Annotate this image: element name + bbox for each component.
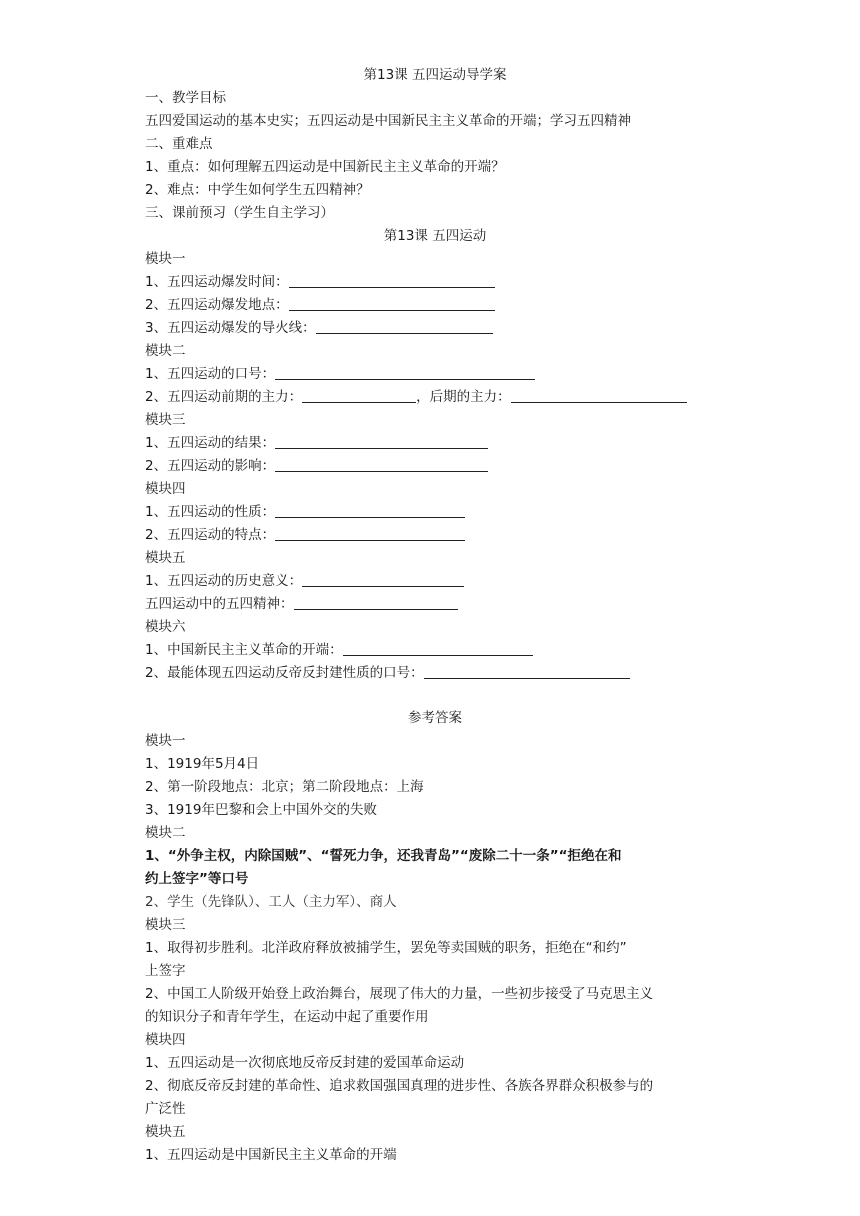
question-label: 2、五四运动前期的主力：	[145, 389, 303, 405]
answer-blank[interactable]	[275, 457, 488, 472]
module-4-heading: 模块四	[145, 481, 186, 497]
answer-module-4-heading: 模块四	[145, 1032, 186, 1048]
sub-title: 第13课 五四运动	[383, 228, 487, 244]
question-label: 2、五四运动爆发地点：	[145, 297, 289, 313]
answer-blank[interactable]	[316, 319, 493, 334]
document-page	[145, 64, 725, 1167]
answer-module-2-heading: 模块二	[145, 825, 186, 841]
answer-line: 1、五四运动是一次彻底地反帝反封建的爱国革命运动	[145, 1055, 465, 1071]
question-row	[145, 317, 725, 340]
page-title: 第13课 五四运动导学案	[363, 67, 507, 83]
question-row	[145, 432, 725, 455]
question-label: 2、最能体现五四运动反帝反封建性质的口号：	[145, 665, 424, 681]
question-row	[145, 363, 725, 386]
answer-blank[interactable]	[424, 664, 630, 679]
module-5-heading: 模块五	[145, 550, 186, 566]
question-label: ，后期的主力：	[416, 389, 511, 405]
keypoint-2: 2、难点：中学生如何学生五四精神？	[145, 182, 370, 198]
answer-blank[interactable]	[275, 526, 465, 541]
answer-line: 上签字	[145, 963, 186, 979]
answer-blank[interactable]	[511, 388, 687, 403]
question-row	[145, 455, 725, 478]
answer-line: 1、“外争主权，内除国贼”、“誓死力争，还我青岛”“废除二十一条”“拒绝在和	[145, 848, 622, 864]
answer-blank[interactable]	[289, 296, 495, 311]
goals-text: 五四爱国运动的基本史实；五四运动是中国新民主主义革命的开端；学习五四精神	[145, 113, 631, 129]
question-label: 1、五四运动的口号：	[145, 366, 276, 382]
question-label: 1、五四运动的性质：	[145, 504, 276, 520]
answer-line: 2、第一阶段地点：北京；第二阶段地点：上海	[145, 779, 424, 795]
module-2-heading: 模块二	[145, 343, 186, 359]
answer-module-1-heading: 模块一	[145, 733, 186, 749]
answer-line: 2、彻底反帝反封建的革命性、追求救国强国真理的进步性、各族各界群众积极参与的	[145, 1078, 654, 1094]
question-row	[145, 271, 725, 294]
question-row	[145, 570, 725, 593]
question-label: 2、五四运动的影响：	[145, 458, 276, 474]
question-label: 1、五四运动的结果：	[145, 435, 276, 451]
answer-blank[interactable]	[343, 641, 533, 656]
answer-blank[interactable]	[275, 434, 488, 449]
question-row	[145, 593, 725, 616]
module-3-heading: 模块三	[145, 412, 186, 428]
module-6-heading: 模块六	[145, 619, 186, 635]
answer-line: 1、1919年5月4日	[145, 756, 260, 772]
question-row	[145, 386, 725, 409]
question-row	[145, 639, 725, 662]
answer-blank[interactable]	[302, 388, 416, 403]
question-row	[145, 294, 725, 317]
question-label: 五四运动中的五四精神：	[145, 596, 294, 612]
question-row	[145, 662, 725, 685]
answer-blank[interactable]	[302, 572, 464, 587]
question-row	[145, 524, 725, 547]
answer-line: 1、取得初步胜利。北洋政府释放被捕学生，罢免等卖国贼的职务，拒绝在“和约”	[145, 940, 627, 956]
answers-title: 参考答案	[408, 710, 462, 726]
section-heading-goals: 一、教学目标	[145, 90, 226, 106]
question-label: 3、五四运动爆发的导火线：	[145, 320, 316, 336]
question-label: 1、五四运动的历史意义：	[145, 573, 303, 589]
question-label: 1、五四运动爆发时间：	[145, 274, 289, 290]
spacer	[145, 685, 725, 707]
answer-line: 2、学生（先锋队）、工人（主力军）、商人	[145, 894, 397, 910]
section-heading-preview: 三、课前预习（学生自主学习）	[145, 205, 334, 221]
answer-blank[interactable]	[275, 503, 465, 518]
answer-line: 1、五四运动是中国新民主主义革命的开端	[145, 1147, 397, 1163]
question-label: 1、中国新民主主义革命的开端：	[145, 642, 343, 658]
answer-blank[interactable]	[289, 273, 495, 288]
answer-line: 2、中国工人阶级开始登上政治舞台，展现了伟大的力量，一些初步接受了马克思主义	[145, 986, 654, 1002]
answer-line: 广泛性	[145, 1101, 186, 1117]
answer-line: 3、1919年巴黎和会上中国外交的失败	[145, 802, 377, 818]
answer-line: 约上签字”等口号	[145, 871, 249, 887]
answer-module-5-heading: 模块五	[145, 1124, 186, 1140]
answer-blank[interactable]	[275, 365, 535, 380]
question-row	[145, 501, 725, 524]
section-heading-keypoints: 二、重难点	[145, 136, 213, 152]
module-1-heading: 模块一	[145, 251, 186, 267]
answer-line: 的知识分子和青年学生，在运动中起了重要作用	[145, 1009, 429, 1025]
answer-module-3-heading: 模块三	[145, 917, 186, 933]
answer-blank[interactable]	[294, 595, 458, 610]
question-label: 2、五四运动的特点：	[145, 527, 276, 543]
keypoint-1: 1、重点：如何理解五四运动是中国新民主主义革命的开端？	[145, 159, 505, 175]
